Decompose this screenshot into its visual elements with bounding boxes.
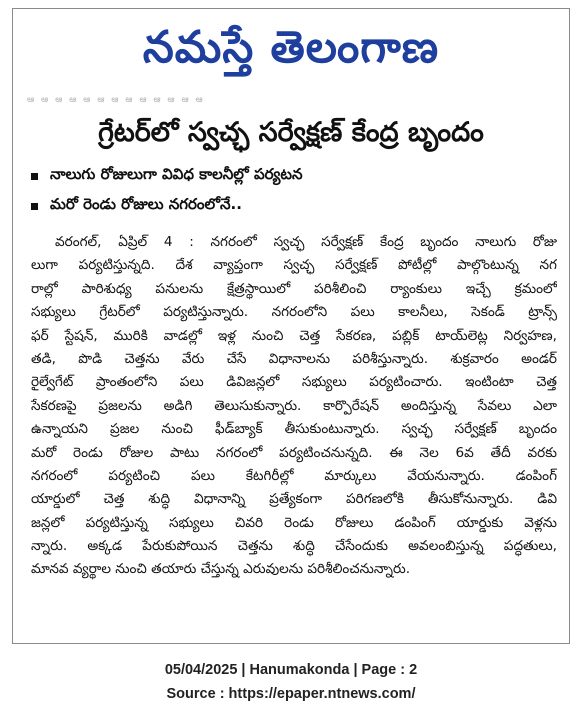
subheading-text: నాలుగు రోజులుగా వివిధ కాలనీల్లో పర్యటన — [50, 165, 303, 183]
body-line: మానవ వ్యర్థాల నుంచి తయారు చేస్తున్న ఎరువులను పరిశీలించనున్నారు. — [31, 561, 411, 578]
source-link[interactable]: Source : https://epaper.ntnews.com/ — [166, 686, 416, 702]
subheading-item — [31, 161, 559, 191]
bullet-square-icon — [31, 203, 38, 210]
subheading-item — [31, 191, 559, 221]
body-line: న్నారు. అక్కడ పేరుకుపోయిన చెత్తను శుద్ధి చేసేందుకు అవలంబిస్తున్న పద్ధతులు, — [31, 538, 557, 555]
body-line: నగరంలో పర్యటించి పలు కేటగిరీల్లో మార్కులు వేయనున్నారు. డంపింగ్ — [31, 467, 557, 484]
body-line: యార్డులో చెత్త శుద్ధి విధానాన్ని ప్రత్యేకంగా పరిగణలోకి తీసుకోనున్నారు. డివి — [31, 491, 557, 508]
body-line: మరో రెండు రోజుల పాటు నగరంలో పర్యటించనున్నది. ఈ నెల 6వ తేదీ వరకు — [31, 444, 557, 461]
body-line: తడి, పొడి చెత్తను వేరు చేసే విధానాలను పరిశీస్తున్నారు. శుక్రవారం అండర్ — [31, 350, 557, 367]
masthead-title: నమస్తే తెలంగాణ — [142, 22, 440, 73]
body-line: రాల్లో పారిశుధ్య పనులను క్షేత్రస్థాయిలో పరిశీలించి ర్యాంకులు ఇచ్చే క్రమంలో — [31, 280, 557, 297]
cut-off-text: ఆ ఆ ఆ ఆ ఆ ఆ ఆ ఆ ఆ ఆ ఆ ఆ ఆ — [27, 95, 205, 105]
body-line: సేకరణపై ప్రజలను అడిగి తెలుసుకున్నారు. కార్పొరేషన్ అందిస్తున్న సేవలు ఎలా — [31, 397, 557, 414]
subheading-list — [31, 161, 559, 221]
body-line: లుగా పర్యటిస్తున్నది. దేశ వ్యాప్తంగా స్వచ్ఛ సర్వేక్షణ్ పోటీల్లో పాల్గొంటున్న నగ — [31, 257, 557, 274]
body-line: జన్లలో పర్యటిస్తున్న సభ్యులు చివరి రెండు రోజులు డంపింగ్ యార్డుకు వెళ్లను — [31, 514, 557, 531]
body-line: ఫర్ స్టేషన్, మురికి వాడల్లో ఇళ్ల నుంచి చెత్త సేకరణ, పబ్లిక్ టాయ్‌లెట్ల నిర్వహణ, — [31, 327, 557, 344]
newspaper-masthead — [13, 13, 569, 83]
article-body — [31, 231, 557, 582]
article-clipping — [12, 8, 570, 644]
article-headline: గ్రేటర్‌లో స్వచ్ఛ సర్వేక్షణ్ కేంద్ర బృందం — [98, 117, 484, 148]
body-line: వరంగల్, ఏప్రిల్ 4 : నగరంలో స్వచ్ఛ సర్వేక్షణ్ కేంద్ర బృందం నాలుగు రోజు — [55, 234, 557, 250]
clipping-footer — [0, 658, 582, 706]
edition-info: 05/04/2025 | Hanumakonda | Page : 2 — [164, 662, 418, 678]
body-line: ఉన్నాయని ప్రజల నుంచి ఫీడ్‌బ్యాక్ తీసుకుంటున్నారు. స్వచ్ఛ సర్వేక్షణ్ బృందం — [31, 421, 557, 438]
bullet-square-icon — [31, 173, 38, 180]
subheading-text: మరో రెండు రోజులు నగరంలోనే.. — [50, 195, 242, 213]
body-line: సభ్యులు గ్రేటర్‌లో పర్యటిస్తున్నారు. నగరంలోని పలు కాలనీలు, సెకండ్ ట్రాన్స్ — [31, 304, 557, 321]
body-line: రైల్వేగేట్ ప్రాంతంలోని పలు డివిజన్లలో సభ్యులు పర్యటించారు. ఇంటింటా చెత్త — [31, 374, 557, 391]
